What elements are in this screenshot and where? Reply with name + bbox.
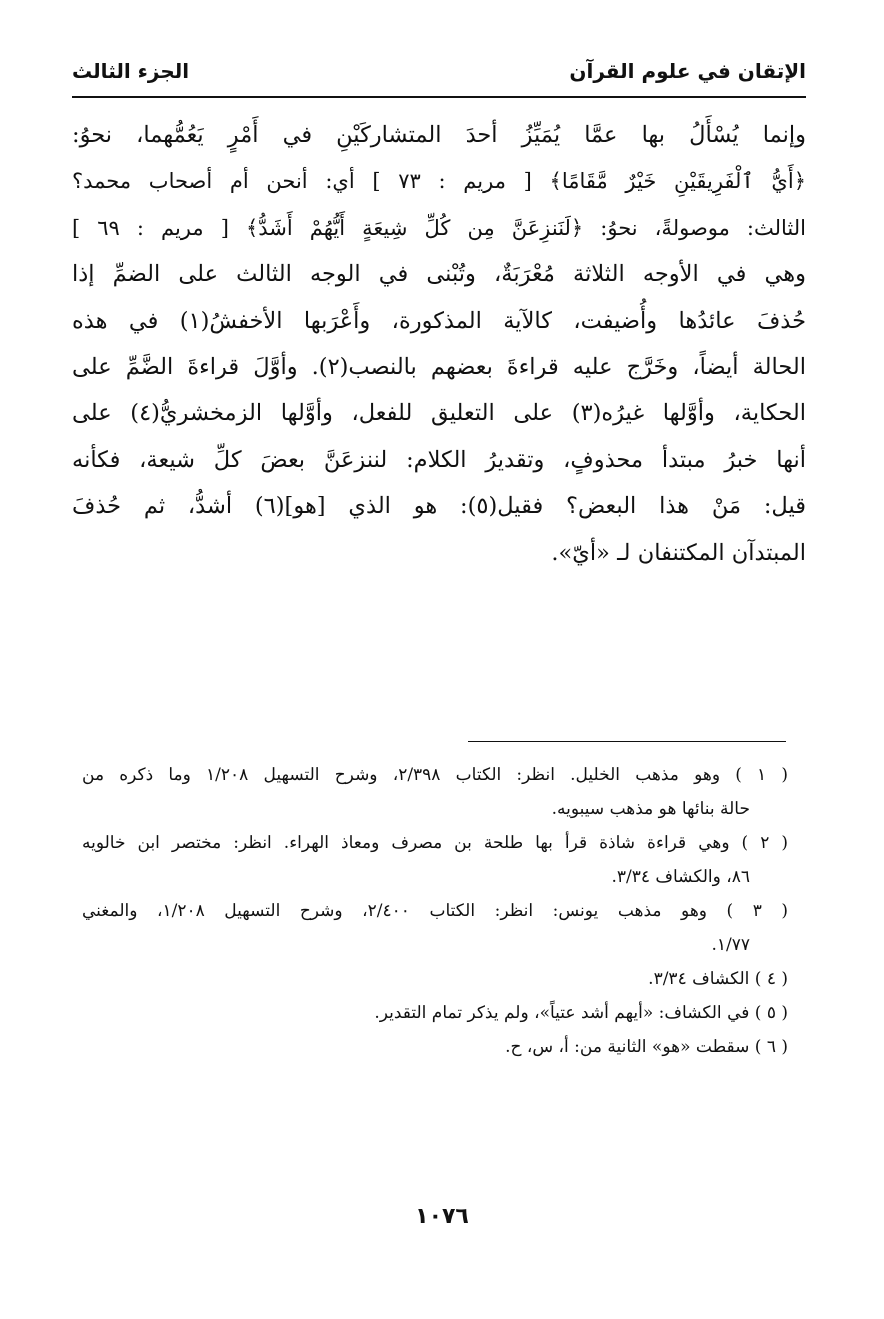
text-line: الثالث: موصولةً، نحوُ: ﴿لَنَنزِعَنَّ مِن كُلِّ شِيعَةٍ أَيُّهُمْ أَشَدُّ﴾ [ مريم : ٦٩ ] (72, 215, 806, 240)
text-line: حُذفَ عائدُها وأُضيفت، كالآية المذكورة، وأَعْرَبها الأخفشُ(١) في هذه (72, 307, 806, 334)
running-header (72, 52, 806, 90)
header-rule (72, 96, 806, 98)
footnote-2: ( ٢ ) وهي قراءة شاذة قرأ بها طلحة بن مصرف ومعاذ الهراء. انظر: مختصر ابن خالويه (82, 833, 788, 853)
text-line: المبتدآن المكتنفان لـ «أيّ». (551, 539, 806, 566)
text-line: الحالة أيضاً، وخَرَّج عليه قراءةَ بعضهم بالنصب(٢). وأوَّلَ قراءةَ الضَّمِّ على (72, 354, 806, 381)
text-line: ﴿أَيُّ ٱلْفَرِيقَيْنِ خَيْرٌ مَّقَامًا﴾ [ مريم : ٧٣ ] أي: أنحن أم أصحاب محمد؟ (72, 169, 806, 194)
text-line: وإنما يُسْأَلُ بها عمَّا يُمَيِّزُ أحدَ المتشاركَيْنِ في أَمْرٍ يَعُمُّهما، نحوُ: (72, 122, 806, 148)
volume-label: الجزء الثالث (72, 59, 190, 83)
footnote-4: ( ٤ ) الكشاف ٣/٣٤. (648, 969, 788, 989)
text-line: قيل: مَنْ هذا البعض؟ فقيل(٥): هو الذي [هو](٦) أشدُّ، ثم حُذفَ (72, 493, 806, 520)
footnote-1: ( ١ ) وهو مذهب الخليل. انظر: الكتاب ٢/٣٩٨، وشرح التسهيل ١/٢٠٨ وما ذكره من (82, 765, 788, 785)
footnote-2-continuation: ٨٦، والكشاف ٣/٣٤. (611, 867, 750, 887)
book-title: الإتقان في علوم القرآن (569, 59, 806, 83)
text-line: وهي في الأوجه الثلاثة مُعْرَبَةٌ، وتُبْنى في الوجه الثالث على الضمِّ إذا (72, 261, 806, 288)
footnote-separator (468, 741, 786, 742)
footnotes (82, 758, 788, 1064)
footnote-3: ( ٣ ) وهو مذهب يونس: انظر: الكتاب ٢/٤٠٠، وشرح التسهيل ١/٢٠٨، والمغني (82, 901, 788, 921)
main-text (72, 112, 806, 576)
text-line: الحكاية، وأوَّلها غيرُه(٣) على التعليق للفعل، وأوَّلها الزمخشريُّ(٤) على (72, 400, 806, 427)
footnote-3-continuation: ١/٧٧. (711, 935, 750, 955)
footnote-1-continuation: حالة بنائها هو مذهب سيبويه. (551, 799, 750, 819)
page-number: ١٠٧٦ (415, 1204, 469, 1229)
footnote-6: ( ٦ ) سقطت «هو» الثانية من: أ، س، ح. (505, 1037, 788, 1057)
footnote-5: ( ٥ ) في الكشاف: «أيهم أشد عتياً»، ولم يذكر تمام التقدير. (374, 1003, 788, 1023)
text-line: أنها خبرُ مبتدأ محذوفٍ، وتقديرُ الكلام: لننزعَنَّ بعضَ كلِّ شيعة، فكأنه (72, 446, 806, 473)
